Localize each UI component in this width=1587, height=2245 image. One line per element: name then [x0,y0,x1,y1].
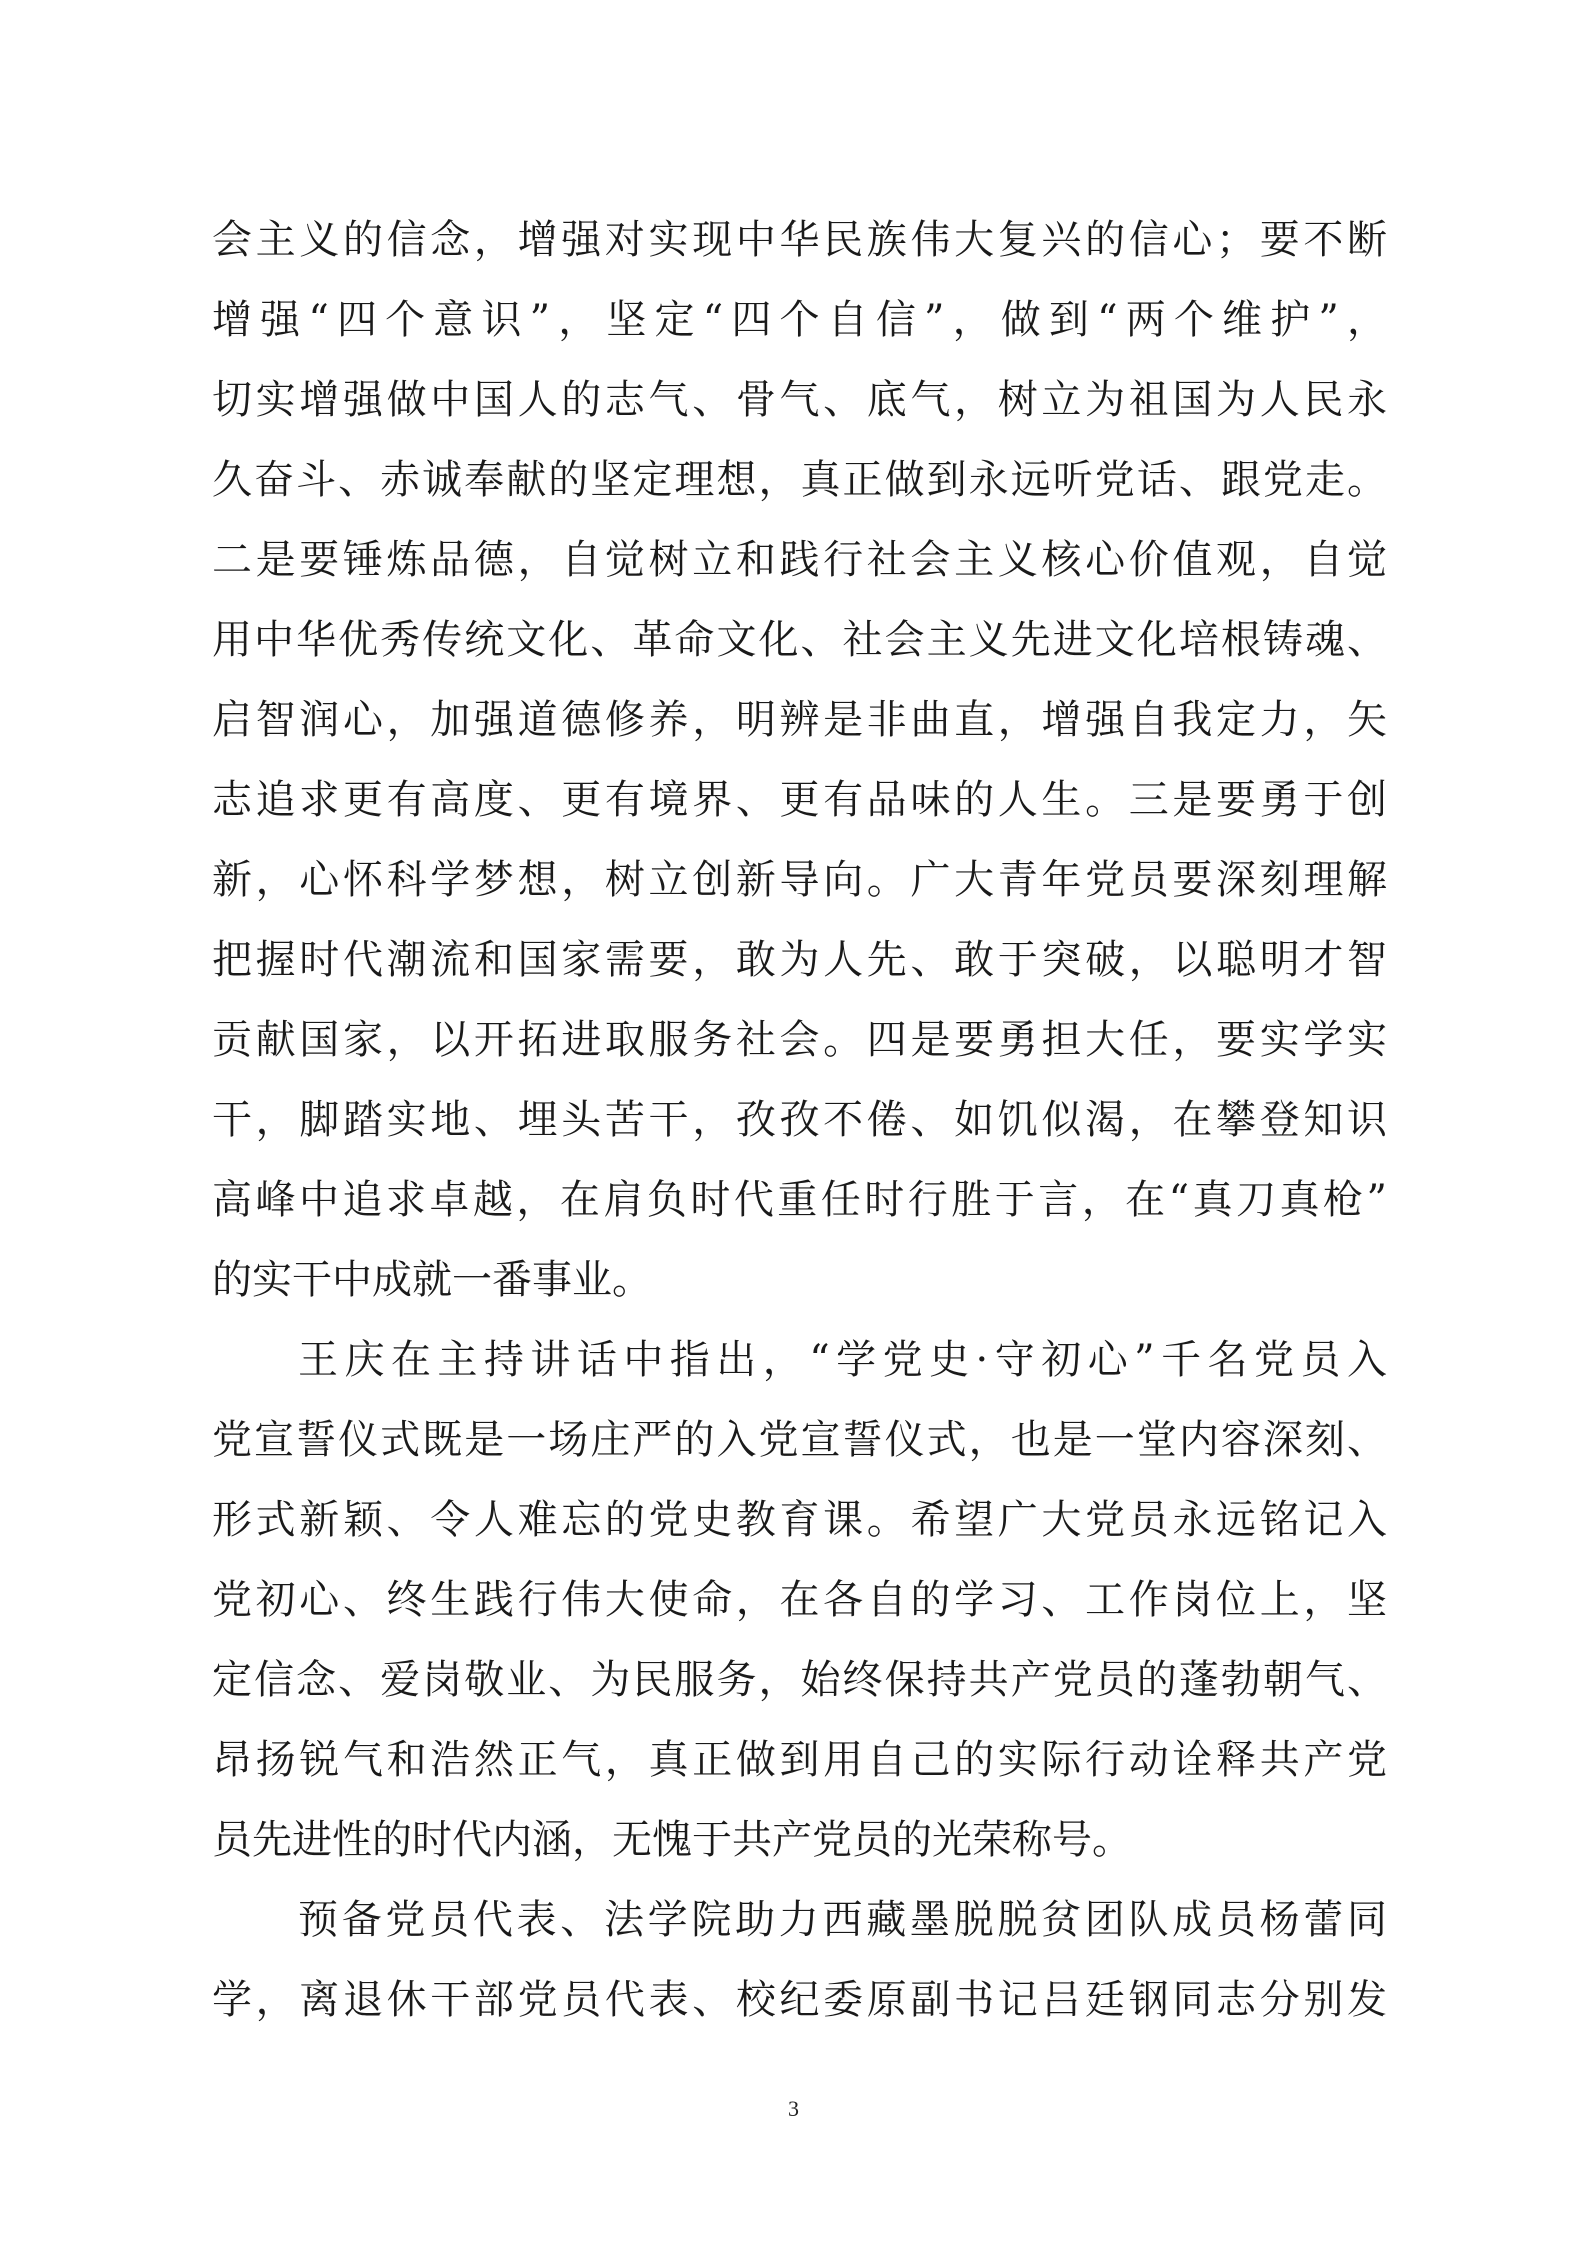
text-line: 定信念、爱岗敬业、为民服务，始终保持共产党员的蓬勃朝气、 [212,1657,1387,1703]
text-line: 学，离退休干部党员代表、校纪委原副书记吕廷钢同志分别发 [212,1977,1387,2023]
text-line: 二是要锤炼品德，自觉树立和践行社会主义核心价值观，自觉 [212,537,1387,583]
text-line: 昂扬锐气和浩然正气，真正做到用自己的实际行动诠释共产党 [212,1737,1387,1783]
text-line: 志追求更有高度、更有境界、更有品味的人生。三是要勇于创 [212,777,1387,823]
text-line: 高峰中追求卓越，在肩负时代重任时行胜于言，在“真刀真枪” [212,1177,1387,1223]
text-line: 启智润心，加强道德修养，明辨是非曲直，增强自我定力，矢 [212,697,1387,743]
text-line: 党宣誓仪式既是一场庄严的入党宣誓仪式，也是一堂内容深刻、 [212,1417,1387,1463]
text-line: 切实增强做中国人的志气、骨气、底气，树立为祖国为人民永 [212,377,1387,423]
text-line: 久奋斗、赤诚奉献的坚定理想，真正做到永远听党话、跟党走。 [212,457,1387,503]
paragraph-start-line: 王庆在主持讲话中指出，“学党史·守初心”千名党员入 [298,1337,1387,1383]
page-number: 3 [788,2096,799,2121]
text-line: 员先进性的时代内涵，无愧于共产党员的光荣称号。 [212,1817,1132,1863]
text-line: 用中华优秀传统文化、革命文化、社会主义先进文化培根铸魂、 [212,617,1387,663]
text-line: 增强“四个意识”，坚定“四个自信”，做到“两个维护”， [212,297,1387,343]
body-text [212,200,1387,2040]
text-line: 会主义的信念，增强对实现中华民族伟大复兴的信心；要不断 [212,217,1387,263]
text-line: 新，心怀科学梦想，树立创新导向。广大青年党员要深刻理解 [212,857,1387,903]
text-line: 把握时代潮流和国家需要，敢为人先、敢于突破，以聪明才智 [212,937,1387,983]
paragraph-start-line: 预备党员代表、法学院助力西藏墨脱脱贫团队成员杨蕾同 [298,1897,1387,1943]
text-line: 贡献国家，以开拓进取服务社会。四是要勇担大任，要实学实 [212,1017,1387,1063]
text-line: 干，脚踏实地、埋头苦干，孜孜不倦、如饥似渴，在攀登知识 [212,1097,1387,1143]
text-line: 党初心、终生践行伟大使命，在各自的学习、工作岗位上，坚 [212,1577,1387,1623]
text-line: 形式新颖、令人难忘的党史教育课。希望广大党员永远铭记入 [212,1497,1387,1543]
text-line: 的实干中成就一番事业。 [212,1257,652,1303]
